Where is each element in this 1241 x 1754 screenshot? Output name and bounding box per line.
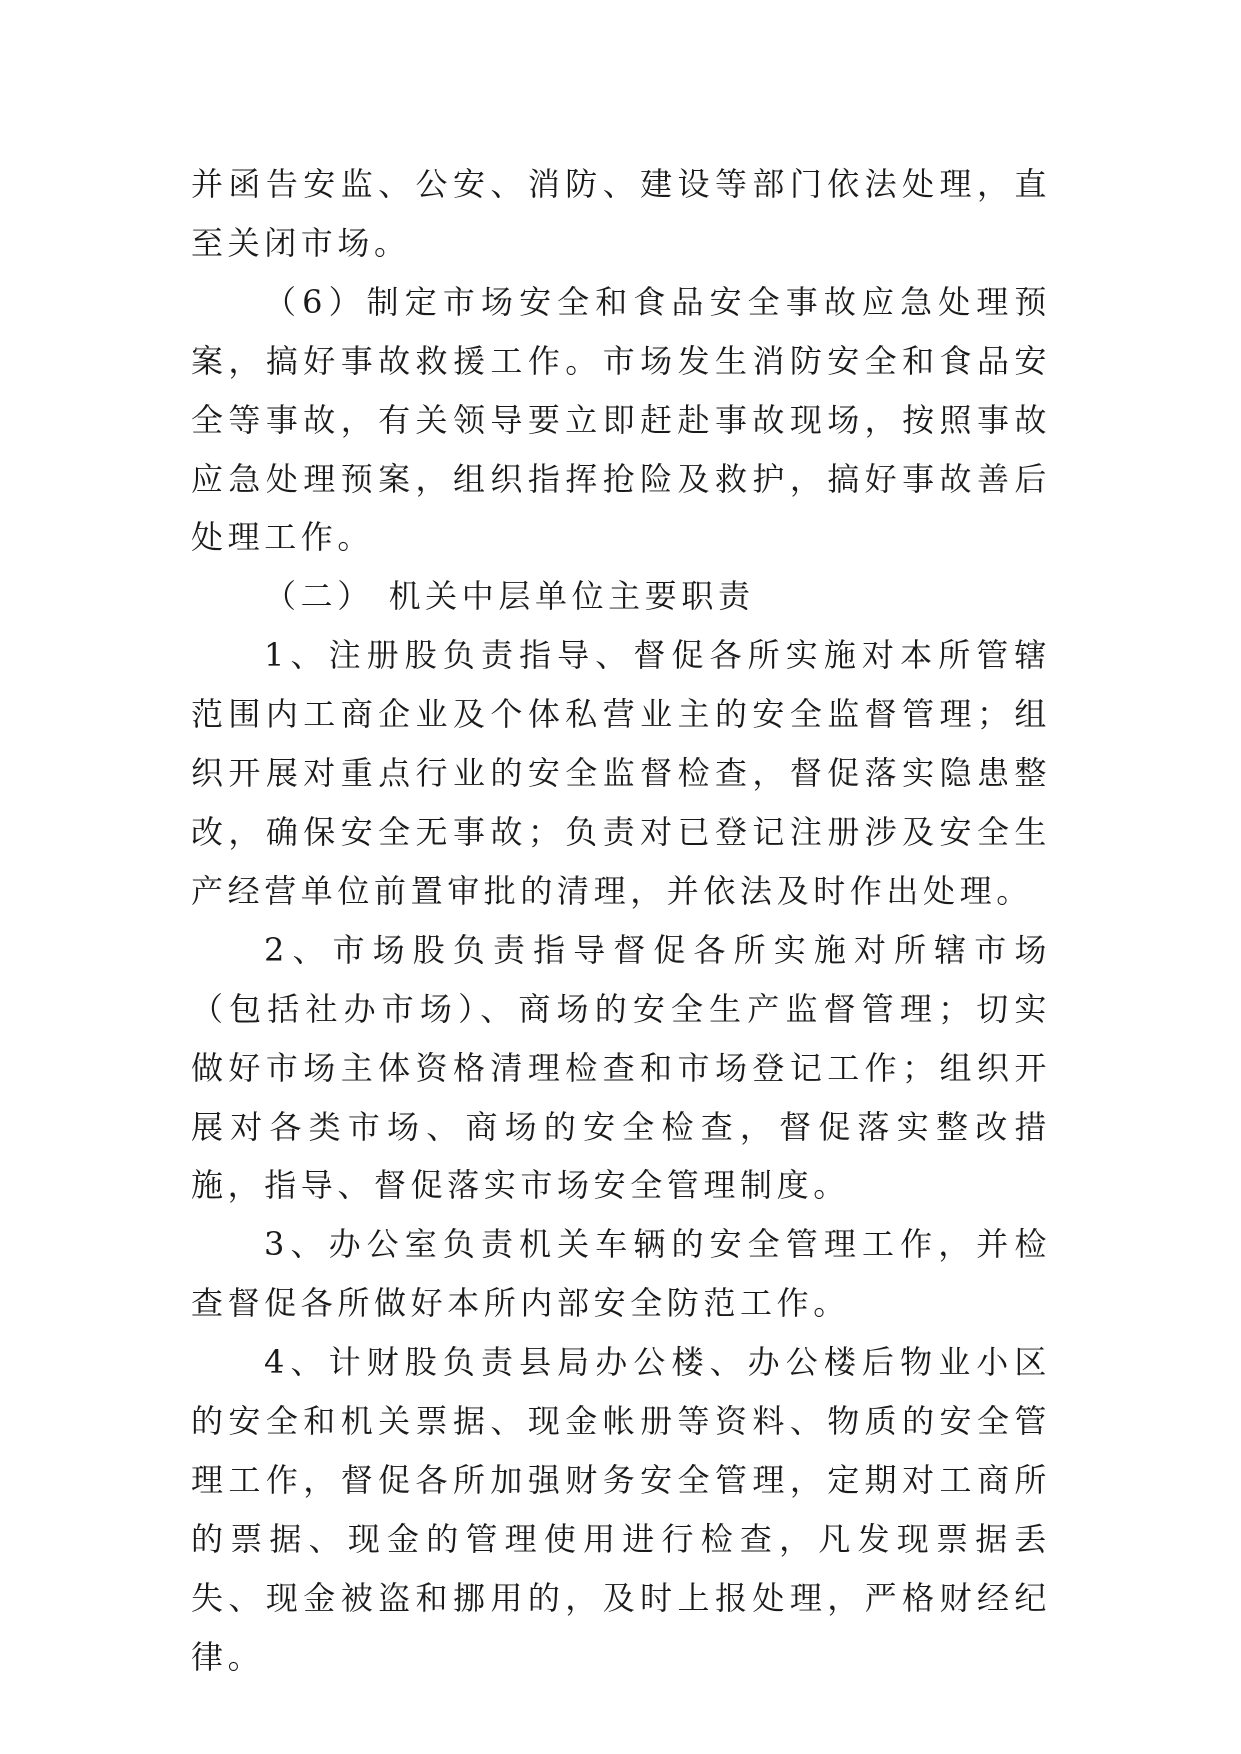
section-heading: （二） 机关中层单位主要职责 bbox=[264, 577, 755, 616]
continued-paragraph: 并函告安监、公安、消防、建设等部门依法处理，直至关闭市场。 bbox=[191, 165, 1051, 262]
document-body bbox=[191, 155, 1051, 1687]
paragraph-item-4: 4、计财股负责县局办公楼、办公楼后物业小区的安全和机关票据、现金帐册等资料、物质的安全管理工作，督促各所加强财务安全管理，定期对工商所的票据、现金的管理使用进行检查，凡发现票据丢失、现金被盗和挪用的，及时上报处理，严格财经纪律。 bbox=[191, 1343, 1051, 1676]
paragraph-item-1: 1、注册股负责指导、督促各所实施对本所管辖范围内工商企业及个体私营业主的安全监督管理；组织开展对重点行业的安全监督检查，督促落实隐患整改，确保安全无事故；负责对已登记注册涉及安全生产经营单位前置审批的清理，并依法及时作出处理。 bbox=[191, 636, 1051, 910]
paragraph-item-2: 2、市场股负责指导督促各所实施对所辖市场（包括社办市场）、商场的安全生产监督管理；切实做好市场主体资格清理检查和市场登记工作；组织开展对各类市场、商场的安全检查，督促落实整改措施，指导、督促落实市场安全管理制度。 bbox=[191, 930, 1051, 1205]
paragraph-item-6: （6）制定市场安全和食品安全事故应急处理预案，搞好事故救援工作。市场发生消防安全和食品安全等事故，有关领导要立即赶赴事故现场，按照事故应急处理预案，组织指挥抢险及救护，搞好事故善后处理工作。 bbox=[191, 282, 1051, 557]
paragraph-item-3: 3、办公室负责机关车辆的安全管理工作，并检查督促各所做好本所内部安全防范工作。 bbox=[191, 1225, 1051, 1323]
